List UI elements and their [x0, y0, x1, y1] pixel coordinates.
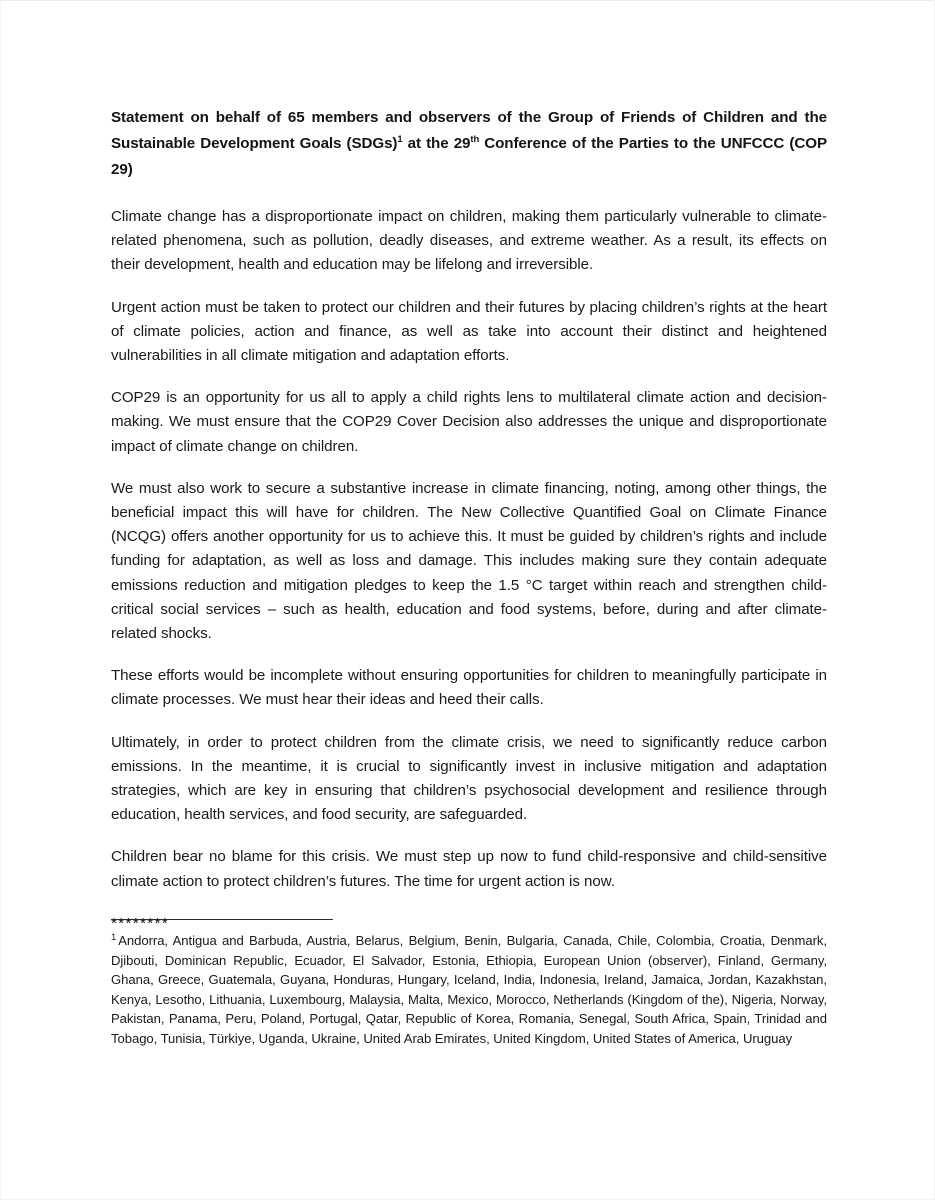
paragraph-6: Ultimately, in order to protect children from the climate crisis, we need to significantly reduce carbon emissions. In the meantime, it is crucial to significantly invest in inclusive mitigation and adaptation strategies, which are key in ensuring that children’s psychosocial development and resilience through education, health services, and food security, are safeguarded. — [111, 733, 827, 824]
document-body — [111, 105, 827, 936]
section-separator: ******** — [111, 914, 170, 932]
paragraph-3: COP29 is an opportunity for us all to apply a child rights lens to multilateral climate action and decision-making. We must ensure that the COP29 Cover Decision also addresses the unique and disproportionate impact of climate change on children. — [111, 389, 827, 455]
page-title-text-3: Conference of the Parties to the UNFCCC (COP 29) — [111, 135, 827, 178]
paragraph-4: We must also work to secure a substantive increase in climate financing, noting, among other things, the beneficial impact this will have for children. The New Collective Quantified Goal on Climate Finance (NCQG) offers another opportunity for us to achieve this. It must be guided by children’s rights and include funding for adaptation, as well as loss and damage. This includes making sure they contain adequate emissions reduction and mitigation pledges to keep the 1.5 °C target within reach and strengthen child-critical social services – such as health, education and food systems, before, during and after climate-related shocks. — [111, 479, 827, 643]
footnote-country-list: Andorra, Antigua and Barbuda, Austria, Belarus, Belgium, Benin, Bulgaria, Canada, Chile, Colombia, Croatia, Denmark, Djibouti, Dominican Republic, Ecuador, El Salvador, Estonia, Ethiopia, European Union (observer), Finland, Germany, Ghana, Greece, Guatemala, Guyana, Honduras, Hungary, Iceland, India, Indonesia, Ireland, Jamaica, Jordan, Kazakhstan, Kenya, Lesotho, Lithuania, Luxembourg, Malaysia, Malta, Mexico, Morocco, Netherlands (Kingdom of the), Nigeria, Norway, Pakistan, Panama, Peru, Poland, Portugal, Qatar, Republic of Korea, Romania, Senegal, South Africa, Spain, Trinidad and Tobago, Tunisia, Türkiye, Uganda, Ukraine, United Arab Emirates, United Kingdom, United States of America, Uruguay — [111, 933, 827, 1046]
footnote-reference-marker: 1 — [397, 132, 403, 144]
footnote-1 — [111, 931, 827, 1049]
paragraph-5: These efforts would be incomplete without ensuring opportunities for children to meaningfully participate in climate processes. We must hear their ideas and heed their calls. — [111, 667, 827, 709]
paragraph-7: Children bear no blame for this crisis. We must step up now to fund child-responsive and child-sensitive climate action to protect children’s futures. The time for urgent action is now. — [111, 848, 827, 890]
page-title — [111, 105, 827, 183]
paragraph-1: Climate change has a disproportionate impact on children, making them particularly vulnerable to climate-related phenomena, such as pollution, deadly diseases, and extreme weather. As a result, its effects on their development, health and education may be lifelong and irreversible. — [111, 208, 827, 274]
page-title-text-1: Statement on behalf of 65 members and observers of the Group of Friends of Children and the Sustainable Development Goals (SDGs) — [111, 109, 827, 152]
paragraph-2: Urgent action must be taken to protect our children and their futures by placing children’s rights at the heart of climate policies, action and finance, as well as take into account their distinct and heightened vulnerabilities in all climate mitigation and adaptation efforts. — [111, 298, 827, 365]
footnote-divider — [111, 919, 333, 920]
page-title-text-2: at the 29 — [402, 135, 471, 152]
ordinal-suffix: th — [470, 132, 480, 144]
footnote-section — [111, 919, 827, 1049]
footnote-number: 1 — [111, 930, 117, 942]
